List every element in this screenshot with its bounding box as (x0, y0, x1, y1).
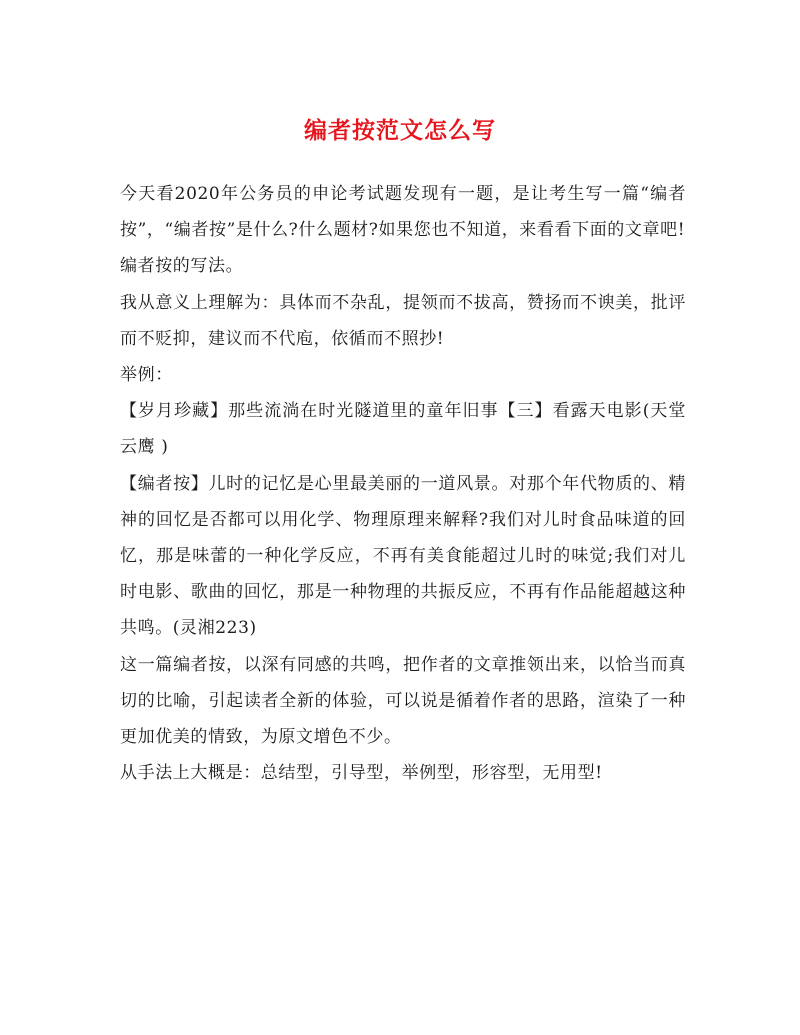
document-title: 编者按范文怎么写 (304, 117, 496, 144)
paragraph-example-title: 【岁月珍藏】那些流淌在时光隧道里的童年旧事【三】看露天电影(天堂云鹰 ) (120, 401, 686, 458)
paragraph-example-label: 举例： (120, 365, 173, 386)
paragraph-analysis: 这一篇编者按，以深有同感的共鸣，把作者的文章推领出来，以恰当而真切的比喻，引起读者全新的体验，可以说是循着作者的思路，渲染了一种更加优美的情致，为原文增色不少。 (120, 654, 686, 748)
document-body (120, 176, 686, 791)
paragraph-writing-method: 编者按的写法。 (120, 256, 244, 277)
paragraph-understanding: 我从意义上理解为：具体而不杂乱，提领而不拔高，赞扬而不谀美，批评而不贬抑，建议而不代庖，依循而不照抄! (120, 292, 686, 349)
paragraph-intro: 今天看2020年公务员的申论考试题发现有一题，是让考生写一篇“编者按”，“编者按”是什么?什么题材?如果您也不知道，来看看下面的文章吧! (120, 184, 686, 241)
paragraph-techniques: 从手法上大概是：总结型，引导型，举例型，形容型，无用型! (120, 763, 603, 784)
paragraph-editor-note: 【编者按】儿时的记忆是心里最美丽的一道风景。对那个年代物质的、精神的回忆是否都可以用化学、物理原理来解释?我们对儿时食品味道的回忆，那是味蕾的一种化学反应，不再有美食能超过儿时的味觉;我们对儿时电影、歌曲的回忆，那是一种物理的共振反应，不再有作品能超越这种共鸣。(灵湘223) (120, 473, 686, 639)
